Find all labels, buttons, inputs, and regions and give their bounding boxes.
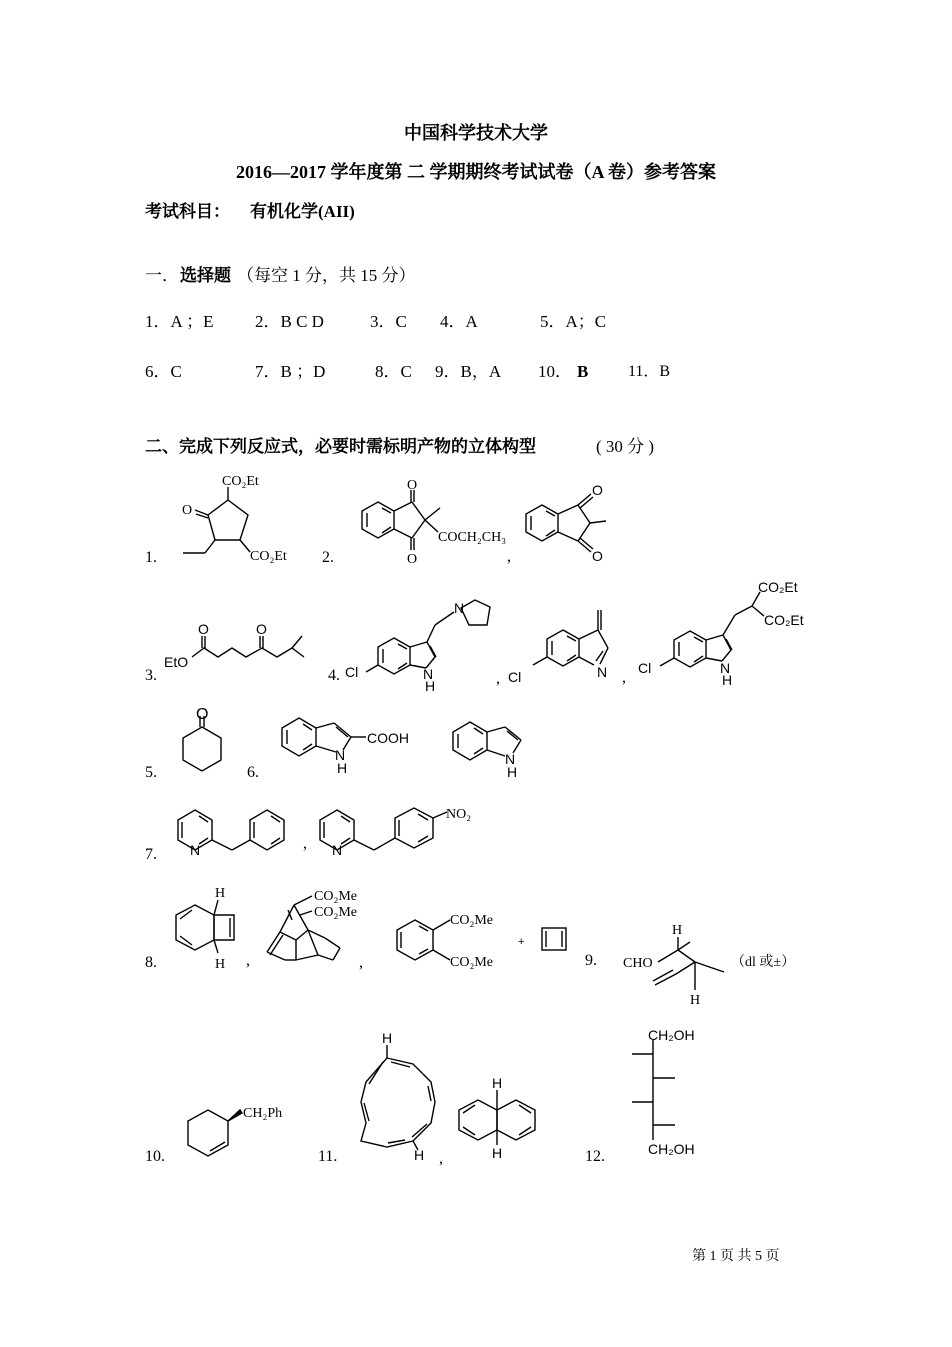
- nitrogen-label: N: [597, 664, 608, 680]
- hydrogen-label: H: [722, 672, 733, 688]
- item-number-5: 5.: [145, 764, 157, 781]
- structure-9: [623, 923, 795, 1008]
- hydrogen-label: H: [382, 1030, 393, 1046]
- separator-comma: ,: [246, 952, 250, 969]
- hydrogen-label: H: [690, 993, 701, 1008]
- oxygen-label: O: [182, 503, 193, 518]
- structure-6a: [282, 718, 409, 776]
- answer-9: 9．B，A: [435, 362, 502, 381]
- item-number-12: 12.: [585, 1148, 605, 1165]
- eto-label: EtO: [164, 654, 189, 670]
- page-number: 第 1 页 共 5 页: [692, 1249, 780, 1264]
- oxygen-label: O: [196, 706, 209, 723]
- item-number-7: 7.: [145, 846, 157, 863]
- hydrogen-label: H: [337, 760, 348, 776]
- nitrogen-label: N: [190, 842, 201, 858]
- co2et-label: CO₂Et: [764, 612, 804, 628]
- oxygen-label: O: [592, 482, 603, 498]
- answer-1: 1．A ；E: [145, 312, 214, 331]
- item-number-2: 2.: [322, 549, 334, 566]
- chlorine-label: Cl: [345, 664, 359, 680]
- structure-8d: [542, 928, 566, 950]
- hydrogen-label: H: [492, 1145, 503, 1161]
- separator-comma: ,: [359, 954, 363, 971]
- structure-8a: [176, 886, 234, 972]
- hydrogen-label: H: [425, 678, 436, 694]
- structure-2b: [526, 482, 606, 564]
- chlorine-label: Cl: [638, 660, 652, 676]
- cho-label: CHO: [623, 956, 653, 971]
- nitrogen-label: N: [454, 600, 465, 616]
- oxygen-label: O: [592, 548, 603, 564]
- structure-12: [632, 1027, 695, 1157]
- separator-comma: ,: [622, 669, 626, 686]
- hydrogen-label: H: [672, 923, 683, 938]
- section2-note: ( 30 分 ): [596, 437, 655, 456]
- hydrogen-label: H: [492, 1075, 503, 1091]
- section1-heading: 选择题: [180, 266, 231, 285]
- nh-label: N: [423, 666, 434, 682]
- item-number-1: 1.: [145, 549, 157, 566]
- hydrogen-label: H: [215, 957, 226, 972]
- structure-5: [183, 706, 221, 771]
- co2me-label: CO₂Me: [314, 905, 357, 920]
- structure-7a: [178, 810, 284, 858]
- co2me-label: CO₂Me: [450, 955, 493, 970]
- chlorine-label: Cl: [508, 669, 522, 685]
- oxygen-label: O: [256, 621, 267, 637]
- answer-11: 11．B: [628, 363, 671, 380]
- ch2oh-label: CH₂OH: [648, 1141, 695, 1157]
- dl-note: （dl 或±）: [731, 955, 796, 970]
- structure-1: [182, 474, 287, 564]
- co2me-label: CO₂Me: [450, 913, 493, 928]
- answer-5: 5．A；C: [540, 312, 607, 331]
- structure-3: [164, 621, 304, 670]
- structure-2a: [362, 478, 506, 567]
- cooh-label: COOH: [367, 730, 409, 746]
- coch2ch3-label: COCH₂CH₃: [438, 530, 507, 545]
- co2me-label: CO₂Me: [314, 889, 357, 904]
- item-number-9: 9.: [585, 952, 597, 969]
- hydrogen-label: H: [414, 1147, 425, 1163]
- answer-10-label: 10．: [538, 362, 572, 381]
- university-title: 中国科学技术大学: [404, 123, 548, 143]
- separator-comma: ,: [303, 835, 307, 852]
- oxygen-label: O: [198, 621, 209, 637]
- oxygen-label: O: [407, 552, 418, 567]
- answer-3: 3．C: [370, 312, 407, 331]
- separator-comma: ,: [507, 548, 511, 565]
- structure-4c: [638, 579, 804, 688]
- exam-title: 2016—2017 学年度第 二 学期期终考试试卷（A 卷）参考答案: [235, 162, 716, 182]
- answer-4: 4．A: [440, 312, 478, 331]
- item-number-10: 10.: [145, 1148, 165, 1165]
- hydrogen-label: H: [507, 764, 518, 780]
- item-number-6: 6.: [247, 764, 259, 781]
- answer-6: 6．C: [145, 362, 182, 381]
- structure-8b: [267, 889, 357, 960]
- nh-label: N: [505, 751, 516, 767]
- structure-4a: [345, 600, 490, 694]
- answer-8: 8．C: [375, 362, 412, 381]
- structure-6b: [453, 722, 521, 780]
- section1-note: （每空 1 分，共 15 分）: [237, 266, 416, 285]
- nh-label: N: [720, 660, 731, 676]
- answer-10-value: B: [577, 362, 589, 381]
- item-number-11: 11.: [318, 1148, 338, 1165]
- section2-heading: 二、完成下列反应式，必要时需标明产物的立体构型: [145, 437, 536, 456]
- section1-number: 一．: [145, 266, 179, 285]
- structure-10: [188, 1106, 282, 1156]
- item-number-8: 8.: [145, 954, 157, 971]
- structure-4b: [508, 610, 608, 685]
- plus-sign: +: [518, 936, 525, 948]
- structure-8c: [397, 913, 493, 970]
- ch2ph-label: CH₂Ph: [243, 1106, 283, 1121]
- answer-7: 7．B ；D: [255, 362, 326, 381]
- nh-label: N: [335, 747, 346, 763]
- item-number-4: 4.: [328, 667, 340, 684]
- ch2oh-label: CH₂OH: [648, 1027, 695, 1043]
- co2et-label: CO₂Et: [250, 549, 287, 564]
- separator-comma: ,: [496, 670, 500, 687]
- subject-label: 考试科目：: [145, 202, 230, 221]
- structure-7b: [320, 807, 471, 858]
- item-number-3: 3.: [145, 667, 157, 684]
- nitrogen-label: N: [332, 842, 343, 858]
- separator-comma: ,: [439, 1150, 443, 1167]
- structure-11b: [459, 1075, 535, 1161]
- co2et-label: CO₂Et: [758, 579, 798, 595]
- no2-label: NO₂: [446, 807, 472, 822]
- answer-2: 2．B C D: [255, 312, 324, 331]
- oxygen-label: O: [407, 478, 418, 493]
- hydrogen-label: H: [215, 886, 226, 901]
- structure-11a: [361, 1030, 435, 1163]
- co2et-label: CO₂Et: [222, 474, 259, 489]
- subject-name: 有机化学(AII): [250, 202, 355, 221]
